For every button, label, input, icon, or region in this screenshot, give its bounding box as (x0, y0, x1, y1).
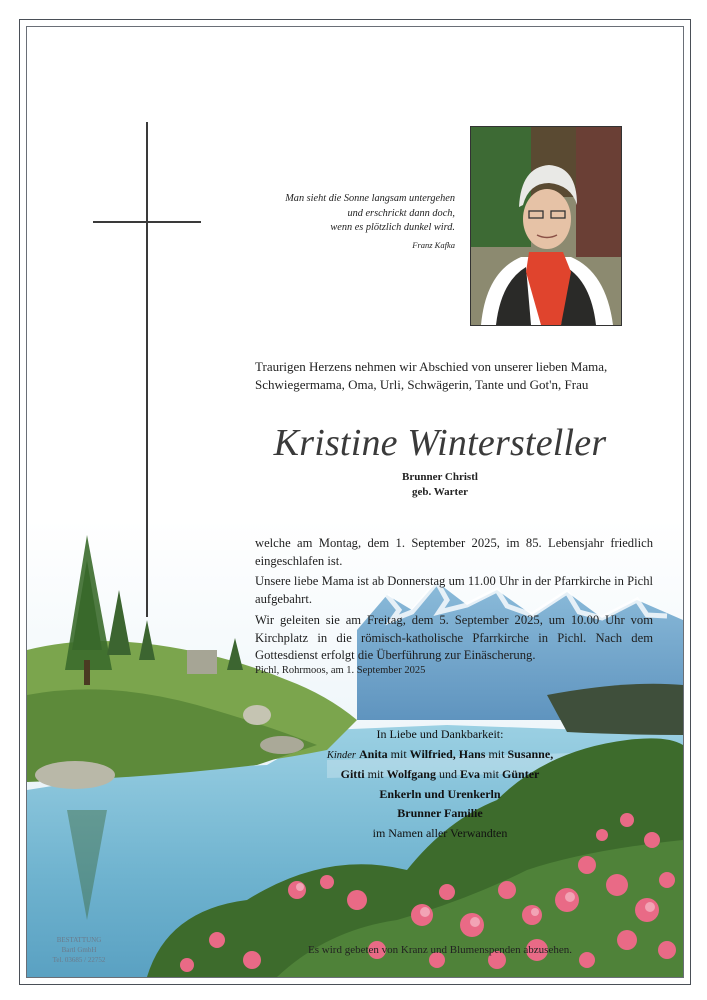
undertaker-phone: Tel. 03685 / 22752 (52, 956, 106, 964)
quote-line: und erschrickt dann doch, (347, 207, 455, 219)
quote-author: Franz Kafka (412, 239, 455, 250)
closing-title: In Liebe und Dankbarkeit: (376, 727, 504, 741)
child-name: Eva (459, 767, 480, 781)
mourners-list (240, 725, 640, 843)
death-paragraph: welche am Montag, dem 1. September 2025, im 85. Lebensjahr friedlich eingeschlafen ist. (255, 536, 653, 568)
funeral-paragraph: Wir geleiten sie am Freitag, dem 5. September 2025, um 10.00 Uhr vom Kirchplatz in die römisch-katholische Pfarrkirche in Pichl. Nach dem Gottesdienst erfolgt die Überführung zur Einäscherung. (255, 613, 653, 662)
child-name: Gitti (340, 767, 365, 781)
nickname: Brunner Christl (402, 471, 478, 483)
spouse-name: Wolfgang (386, 767, 436, 781)
viewing-paragraph: Unsere liebe Mama ist ab Donnerstag um 11.00 Uhr in der Pfarrkirche in Pichl aufgebahrt. (255, 574, 653, 606)
spouse-name: Günter (502, 767, 540, 781)
intro-line: Traurigen Herzens nehmen wir Abschied von unserer lieben Mama, (255, 359, 608, 374)
deceased-details (240, 470, 640, 500)
quote (255, 192, 455, 252)
child-name: Anita (358, 746, 388, 761)
family-name: Brunner Familie (397, 806, 483, 820)
quote-line: Man sieht die Sonne langsam untergehen (285, 193, 455, 204)
portrait-image (471, 127, 621, 325)
undertaker-stamp (38, 935, 120, 965)
undertaker-company: Bartl GmbH (61, 946, 97, 954)
separator: , (452, 746, 456, 761)
intro-text (255, 358, 655, 394)
connector: mit (390, 746, 407, 761)
intro-line: Schwiegermama, Oma, Urli, Schwägerin, Tante und Got'n, Frau (255, 377, 589, 392)
connector: mit (367, 767, 384, 781)
spouse-name: Wilfried (409, 746, 453, 761)
grandchildren: Enkerln und Urenkerln (379, 786, 501, 801)
quote-line: wenn es plötzlich dunkel wird. (330, 222, 455, 233)
children-line-2 (240, 765, 640, 785)
cross-icon (146, 122, 148, 617)
connector: mit (488, 746, 505, 761)
place-date: Pichl, Rohrmoos, am 1. September 2025 (255, 665, 426, 676)
connector: mit (483, 767, 500, 781)
cross-icon-bar (93, 221, 201, 223)
connector: und (438, 767, 457, 781)
spouse-name: Susanne (507, 746, 551, 761)
birth-name: geb. Warter (411, 486, 468, 498)
deceased-name: Kristine Wintersteller (273, 422, 607, 464)
children-line-1 (240, 745, 640, 766)
portrait-photo (470, 126, 622, 326)
separator: , (550, 746, 554, 761)
children-label: Kinder (326, 749, 356, 761)
child-name: Hans (458, 746, 486, 761)
donation-note: Es wird gebeten von Kranz und Blumenspenden abzusehen. (308, 944, 572, 956)
undertaker-title: BESTATTUNG (56, 936, 102, 944)
relatives-line: im Namen aller Verwandten (372, 825, 508, 840)
